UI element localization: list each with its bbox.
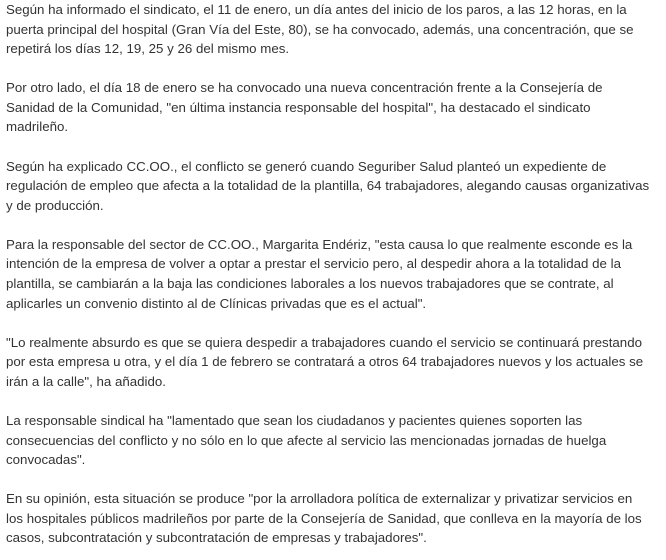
article-paragraph-1: Según ha informado el sindicato, el 11 de enero, un día antes del inicio de los paros, a las 12 horas, en la puerta principal del hospital (Gran Vía del Este, 80), se ha convocado, además, una concentración, que se repetirá los días 12, 19, 25 y 26 del mismo mes. — [6, 2, 634, 57]
article-paragraph-6: La responsable sindical ha "lamentado que sean los ciudadanos y pacientes quienes soporten las consecuencias del conflicto y no sólo en lo que afecte al servicio las mencionadas jornadas de huelga convocadas". — [6, 413, 607, 468]
article-paragraph-2: Por otro lado, el día 18 de enero se ha convocado una nueva concentración frente a la Consejería de Sanidad de la Comunidad, "en última instancia responsable del hospital", ha destacado el sindicato madrileño. — [6, 80, 603, 135]
article-paragraph-3: Según ha explicado CC.OO., el conflicto se generó cuando Seguriber Salud planteó un expediente de regulación de empleo que afecta a la totalidad de la plantilla, 64 trabajadores, alegando causas organizativas y de producción. — [6, 158, 650, 213]
article-paragraph-7: En su opinión, esta situación se produce "por la arrolladora política de externalizar y privatizar servicios en los hospitales públicos madrileños por parte de la Consejería de Sanidad, que conlleva en la mayoría de los casos, subcontratación y subcontratación de empresas y trabajadores". — [6, 491, 642, 546]
article-paragraph-5: "Lo realmente absurdo es que se quiera despedir a trabajadores cuando el servicio se continuará prestando por esta empresa u otra, y el día 1 de febrero se contratará a otros 64 trabajadores nuevos y los actuales se irán a la calle", ha añadido. — [6, 334, 644, 389]
article-paragraph-4: Para la responsable del sector de CC.OO., Margarita Endériz, "esta causa lo que realmente esconde es la intención de la empresa de volver a optar a prestar el servicio pero, al despedir ahora a la totalidad de la plantilla, se cambiarán a la baja las condiciones laborales a los nuevos trabajadores que se contrate, al aplicarles un convenio distinto al de Clínicas privadas que es el actual". — [6, 236, 633, 311]
